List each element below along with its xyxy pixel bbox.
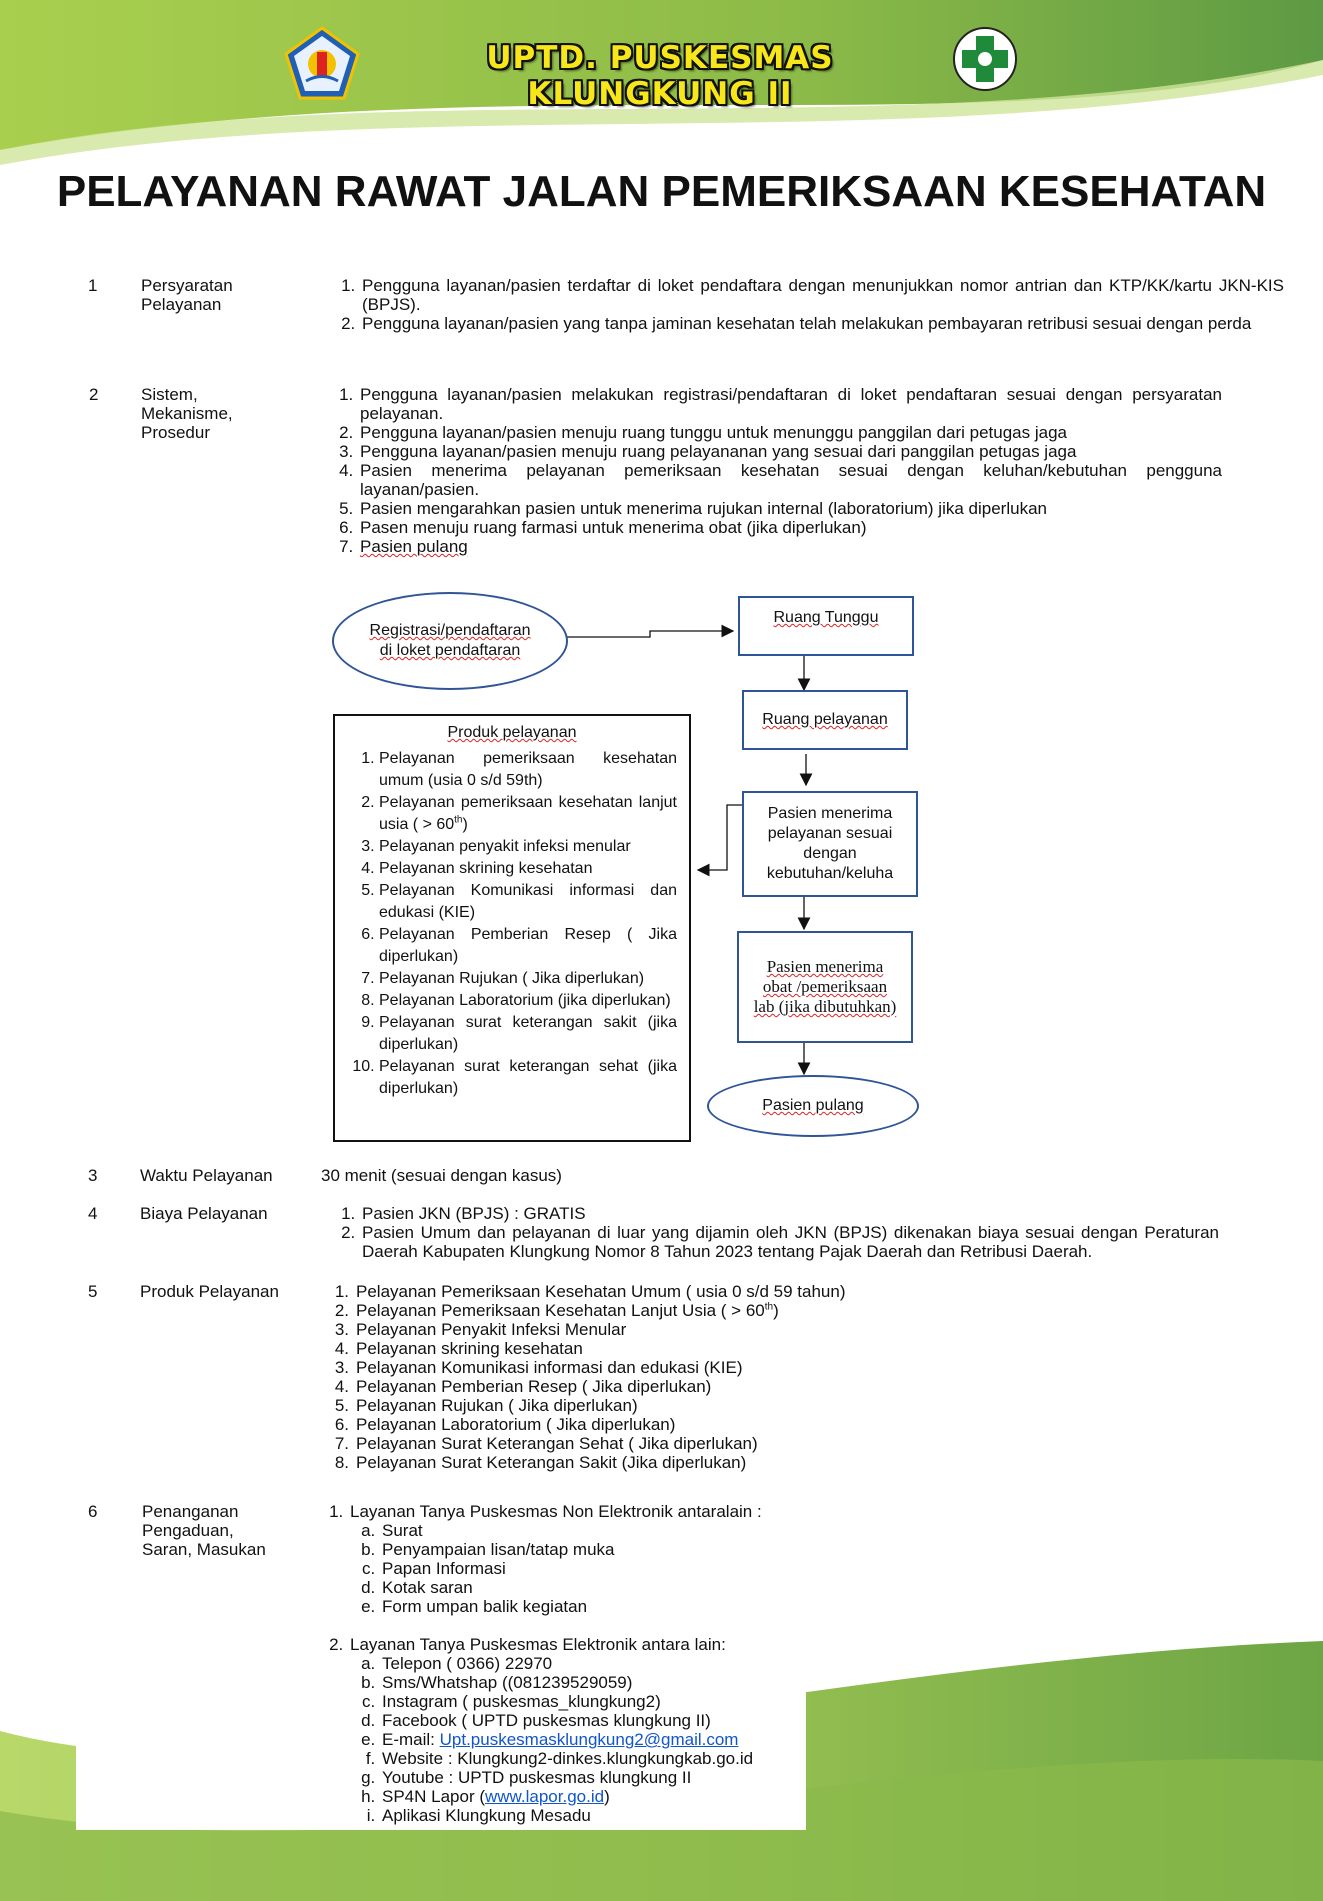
section-label: Biaya Pelayanan xyxy=(140,1204,268,1223)
list-item: b. Penyampaian lisan/tatap muka xyxy=(380,1540,798,1559)
header xyxy=(0,18,1323,112)
section-label: Sistem, Mekanisme, Prosedur xyxy=(141,385,233,442)
section-sistem xyxy=(76,365,1232,560)
section-label: Waktu Pelayanan xyxy=(140,1166,273,1185)
pengaduan-group-non-elektronik: 1. Layanan Tanya Puskesmas Non Elektronik antaralain : a. Surat b. Penyampaian lisan/tatap muka c. Papan Informasi d. Kotak saran e. Form umpan balik kegiatan xyxy=(348,1502,798,1635)
elektronik-list xyxy=(350,1654,798,1825)
produk-item: 7. Pelayanan Rujukan ( Jika diperlukan) xyxy=(379,968,677,990)
section-body xyxy=(326,385,1222,556)
list-item-email: e. E-mail: Upt.puskesmasklungkung2@gmail.com xyxy=(380,1730,798,1749)
section-produk xyxy=(76,1280,1232,1476)
list-item: g. Youtube : UPTD puskesmas klungkung II xyxy=(380,1768,798,1787)
section-number: 4 xyxy=(88,1204,98,1223)
list-item: 4. Pasien menerima pelayanan pemeriksaan kesehatan sesuai dengan keluhan/kebutuhan pengguna layanan/pasien. xyxy=(358,461,1222,499)
flow-ruang-pelayanan: Ruang pelayanan xyxy=(742,690,908,750)
list-item: f. Website : Klungkung2-dinkes.klungkungkab.go.id xyxy=(380,1749,798,1768)
list-item: a. Telepon ( 0366) 22970 xyxy=(380,1654,798,1673)
lapor-link[interactable]: www.lapor.go.id xyxy=(485,1787,605,1806)
section-label: Persyaratan Pelayanan xyxy=(141,276,233,314)
produk-item: 6. Pelayanan Pemberian Resep ( Jika diperlukan) xyxy=(379,924,677,968)
flow-pasien-menerima: Pasien menerima pelayanan sesuai dengan kebutuhan/keluha xyxy=(742,791,918,897)
produk-row: 1. Pelayanan Pemeriksaan Kesehatan Umum ( usia 0 s/d 59 tahun) xyxy=(334,1282,846,1301)
section-label: Produk Pelayanan xyxy=(140,1282,279,1301)
list-item: d. Facebook ( UPTD puskesmas klungkung II) xyxy=(380,1711,798,1730)
list-item: i. Aplikasi Klungkung Mesadu xyxy=(380,1806,798,1825)
produk-row: 7. Pelayanan Surat Keterangan Sehat ( Jika diperlukan) xyxy=(334,1434,758,1453)
produk-item: 9. Pelayanan surat keterangan sakit (jika diperlukan) xyxy=(379,1012,677,1056)
list-item: d. Kotak saran xyxy=(380,1578,798,1597)
biaya-list xyxy=(328,1204,1219,1261)
produk-item: 5. Pelayanan Komunikasi informasi dan edukasi (KIE) xyxy=(379,880,677,924)
section-biaya xyxy=(76,1196,1232,1280)
arrow-registrasi-to-tunggu xyxy=(567,631,733,637)
puskesmas-logo-icon xyxy=(952,26,1018,92)
list-item: a. Surat xyxy=(380,1521,798,1540)
list-item: 2. Pengguna layanan/pasien menuju ruang tunggu untuk menunggu panggilan dari petugas jaga xyxy=(358,423,1222,442)
section-value: 30 menit (sesuai dengan kasus) xyxy=(321,1166,562,1185)
flow-obat-lab: Pasien menerima obat /pemeriksaan lab (jika dibutuhkan) xyxy=(737,931,913,1043)
produk-item: 10. Pelayanan surat keterangan sehat (jika diperlukan) xyxy=(379,1056,677,1100)
list-item: 1. Pengguna layanan/pasien melakukan registrasi/pendaftaran di loket pendaftaran sesuai dengan persyaratan pelayanan. xyxy=(358,385,1222,423)
produk-row: 4. Pelayanan Pemberian Resep ( Jika diperlukan) xyxy=(334,1377,712,1396)
list-item: 3. Pengguna layanan/pasien menuju ruang pelayananan yang sesuai dari panggilan petugas jaga xyxy=(358,442,1222,461)
list-item: c. Instagram ( puskesmas_klungkung2) xyxy=(380,1692,798,1711)
list-item-lapor: h. SP4N Lapor (www.lapor.go.id) xyxy=(380,1787,798,1806)
produk-row: 3. Pelayanan Komunikasi informasi dan edukasi (KIE) xyxy=(334,1358,743,1377)
requirements-list xyxy=(328,276,1284,333)
section-number: 5 xyxy=(88,1282,98,1301)
produk-list xyxy=(335,748,689,1100)
produk-item: 4. Pelayanan skrining kesehatan xyxy=(379,858,677,880)
section-pengaduan xyxy=(76,1490,806,1830)
list-item: 7. Pasien pulang xyxy=(358,537,1222,556)
section-body xyxy=(328,276,1302,333)
section-label: Penanganan Pengaduan, Saran, Masukan xyxy=(142,1502,266,1559)
list-item: 1. Pengguna layanan/pasien terdaftar di loket pendaftara dengan menunjukkan nomor antrian dan KTP/KK/kartu JKN-KIS (BPJS). xyxy=(360,276,1284,314)
pengaduan-group-elektronik: 2. Layanan Tanya Puskesmas Elektronik antara lain: a. Telepon ( 0366) 22970 b. Sms/Whatshap ((081239529059) c. Instagram ( puskesmas_klungkung2) d. Facebook ( UPTD puskesmas klungkung II) e. E-mail: Upt.puskesmasklungkung2@gmail.com f. Website : Klungkung2-dinkes.klungkungkab.go.id g. Youtube : UPTD puskesmas klungkung II h. SP4N Lapor (www.lapor.go.id) i. Aplikasi Klungkung Mesadu xyxy=(348,1635,798,1825)
section-number: 1 xyxy=(88,276,98,295)
produk-title: Produk pelayanan xyxy=(447,724,577,741)
flow-registrasi: Registrasi/pendaftaran di loket pendaftaran xyxy=(332,592,568,690)
produk-row: 4. Pelayanan skrining kesehatan xyxy=(334,1339,583,1358)
list-item: c. Papan Informasi xyxy=(380,1559,798,1578)
produk-item: 8. Pelayanan Laboratorium (jika diperlukan) xyxy=(379,990,677,1012)
list-item: b. Sms/Whatshap ((081239529059) xyxy=(380,1673,798,1692)
flowchart xyxy=(317,578,931,1148)
list-item: e. Form umpan balik kegiatan xyxy=(380,1597,798,1616)
klungkung-regency-emblem-icon xyxy=(284,26,360,102)
list-item: 6. Pasen menuju ruang farmasi untuk menerima obat (jika diperlukan) xyxy=(358,518,1222,537)
produk-item: 1. Pelayanan pemeriksaan kesehatan umum (usia 0 s/d 59th) xyxy=(379,748,677,792)
flow-ruang-tunggu: Ruang Tunggu xyxy=(738,596,914,656)
section-body xyxy=(328,1204,1219,1261)
section-waktu xyxy=(76,1158,1232,1192)
section-number: 2 xyxy=(89,385,99,404)
produk-row: 5. Pelayanan Rujukan ( Jika diperlukan) xyxy=(334,1396,638,1415)
flow-produk-pelayanan xyxy=(333,714,691,1142)
produk-pelayanan-list xyxy=(324,1282,1084,1472)
list-item: 2. Pasien Umum dan pelayanan di luar yang dijamin oleh JKN (BPJS) dikenakan biaya sesuai dengan Peraturan Daerah Kabupaten Klungkung Nomor 8 Tahun 2023 tentang Pajak Daerah dan Retribusi Daerah. xyxy=(360,1223,1219,1261)
section-persyaratan xyxy=(70,262,1284,358)
section-body xyxy=(318,1502,798,1825)
page-title: PELAYANAN RAWAT JALAN PEMERIKSAAN KESEHATAN xyxy=(56,167,1267,216)
produk-item: 3. Pelayanan penyakit infeksi menular xyxy=(379,836,677,858)
arrow-pasien-to-produk xyxy=(698,805,743,870)
pengaduan-groups xyxy=(318,1502,798,1825)
brand-name: UPTD. PUSKESMAS KLUNGKUNG II xyxy=(486,40,834,112)
email-link[interactable]: Upt.puskesmasklungkung2@gmail.com xyxy=(439,1730,739,1749)
list-item: 1. Pasien JKN (BPJS) : GRATIS xyxy=(360,1204,1219,1223)
non-elektronik-list xyxy=(350,1521,798,1616)
flow-pasien-pulang: Pasien pulang xyxy=(707,1075,919,1137)
produk-row: 3. Pelayanan Penyakit Infeksi Menular xyxy=(334,1320,627,1339)
produk-row: 2. Pelayanan Pemeriksaan Kesehatan Lanjut Usia ( > 60th) xyxy=(334,1301,779,1320)
list-item: 5. Pasien mengarahkan pasien untuk menerima rujukan internal (laboratorium) jika diperlukan xyxy=(358,499,1222,518)
produk-row: 8. Pelayanan Surat Keterangan Sakit (Jika diperlukan) xyxy=(334,1453,747,1472)
section-number: 6 xyxy=(88,1502,98,1521)
section-number: 3 xyxy=(88,1166,98,1185)
produk-item: 2. Pelayanan pemeriksaan kesehatan lanjut usia ( > 60th) xyxy=(379,792,677,836)
produk-row: 6. Pelayanan Laboratorium ( Jika diperlukan) xyxy=(334,1415,676,1434)
procedure-list xyxy=(326,385,1222,556)
list-item: 2. Pengguna layanan/pasien yang tanpa jaminan kesehatan telah melakukan pembayaran retribusi sesuai dengan perda xyxy=(360,314,1284,333)
